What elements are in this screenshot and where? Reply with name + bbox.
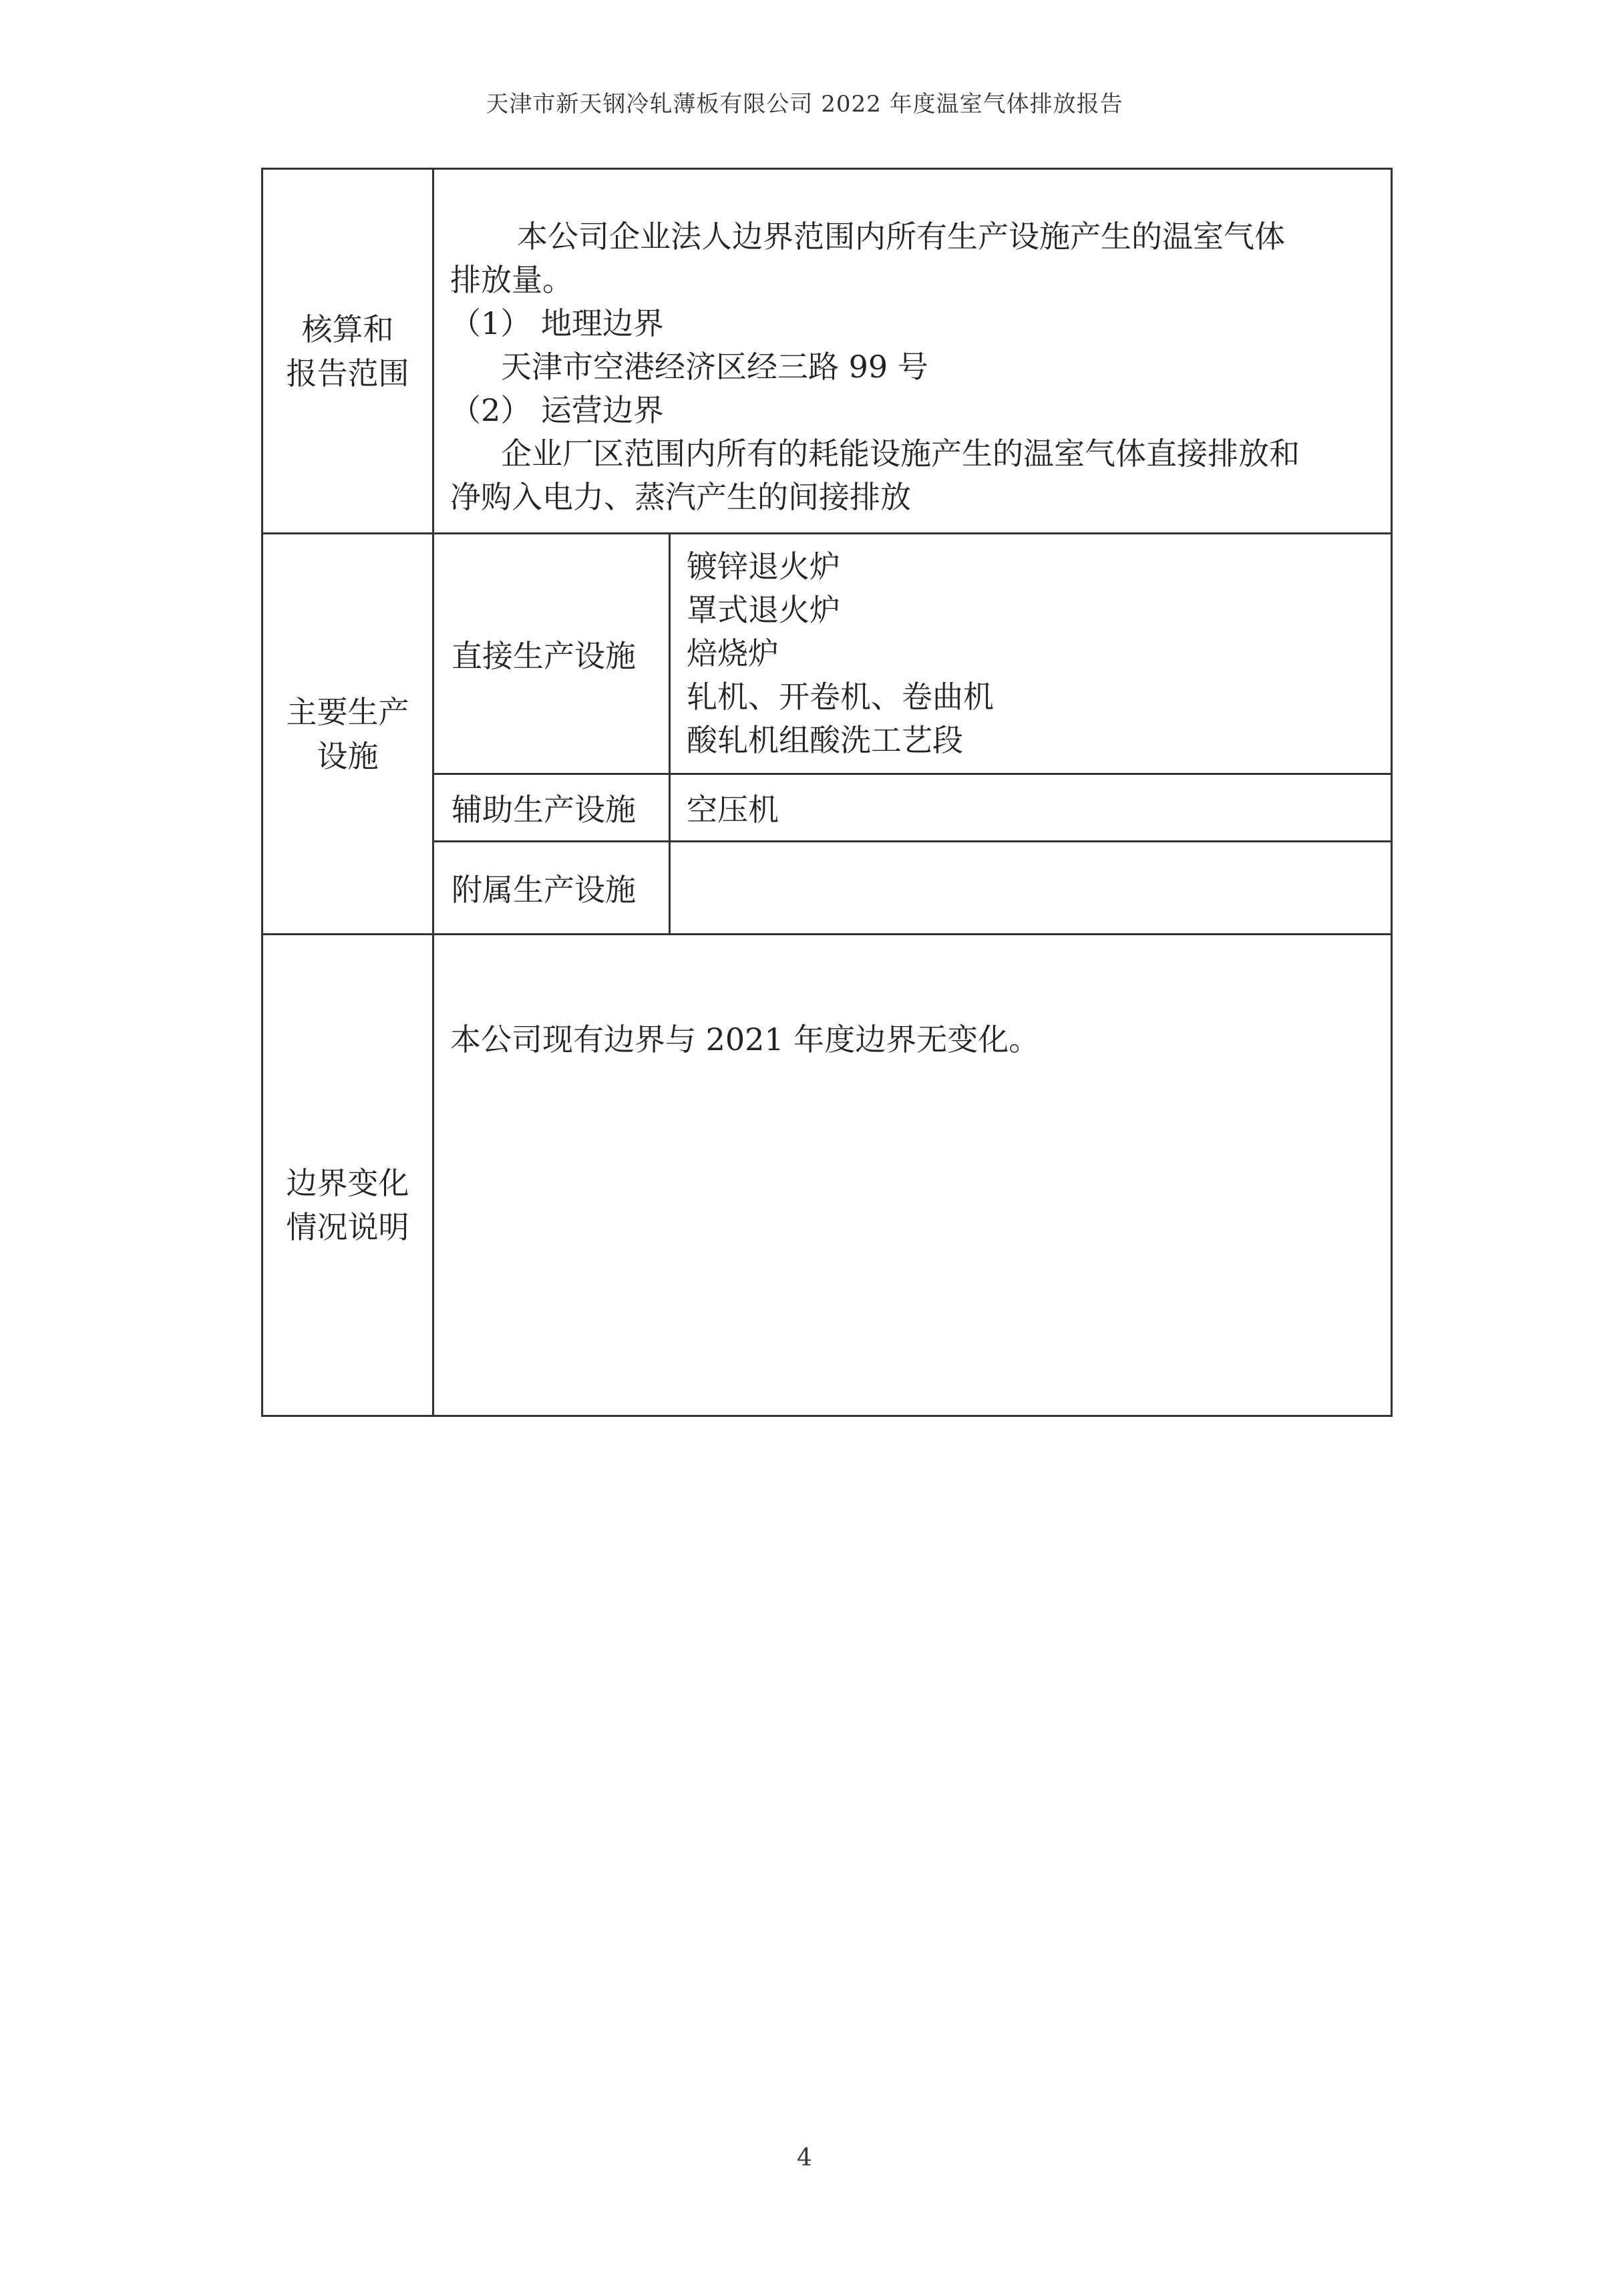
scope-content <box>433 169 1392 534</box>
list-item: 镀锌退火炉 <box>687 548 840 585</box>
page-header: 天津市新天钢冷轧薄板有限公司 2022 年度温室气体排放报告 <box>486 91 1123 118</box>
attached-facilities-value <box>670 842 1392 935</box>
auxiliary-facilities-label: 辅助生产设施 <box>433 774 670 842</box>
auxiliary-facilities-value: 空压机 <box>670 774 1392 842</box>
change-content: 本公司现有边界与 2021 年度边界无变化。 <box>433 935 1392 1416</box>
report-table <box>261 168 1393 1417</box>
geographic-boundary-heading: （1） 地理边界 <box>450 305 664 341</box>
operational-boundary-text: 净购入电力、蒸汽产生的间接排放 <box>450 479 911 515</box>
list-item: 酸轧机组酸洗工艺段 <box>687 722 963 758</box>
facilities-label <box>262 534 433 935</box>
geographic-boundary-address: 天津市空港经济区经三路 99 号 <box>501 349 928 385</box>
operational-boundary-heading: （2） 运营边界 <box>450 392 664 428</box>
change-row <box>262 935 1392 1416</box>
page-number: 4 <box>797 2144 812 2172</box>
scope-label-line2: 报告范围 <box>286 355 409 391</box>
list-item: 轧机、开卷机、卷曲机 <box>687 679 994 715</box>
scope-label <box>262 169 433 534</box>
change-label-line1: 边界变化 <box>286 1165 409 1201</box>
scope-text-line: 本公司企业法人边界范围内所有生产设施产生的温室气体 <box>517 218 1285 255</box>
scope-text-line: 排放量。 <box>450 262 573 298</box>
scope-row <box>262 169 1392 534</box>
operational-boundary-text: 企业厂区范围内所有的耗能设施产生的温室气体直接排放和 <box>501 436 1300 472</box>
change-label-line2: 情况说明 <box>286 1209 409 1245</box>
scope-label-line1: 核算和 <box>301 311 394 347</box>
list-item: 罩式退火炉 <box>687 592 840 628</box>
direct-facilities-list <box>670 534 1392 774</box>
direct-facilities-row <box>262 534 1392 774</box>
facilities-label-line2: 设施 <box>317 737 379 774</box>
change-label <box>262 935 433 1416</box>
direct-facilities-label: 直接生产设施 <box>433 534 670 774</box>
facilities-label-line1: 主要生产 <box>286 693 409 730</box>
list-item: 焙烧炉 <box>687 635 779 671</box>
attached-facilities-label: 附属生产设施 <box>433 842 670 935</box>
